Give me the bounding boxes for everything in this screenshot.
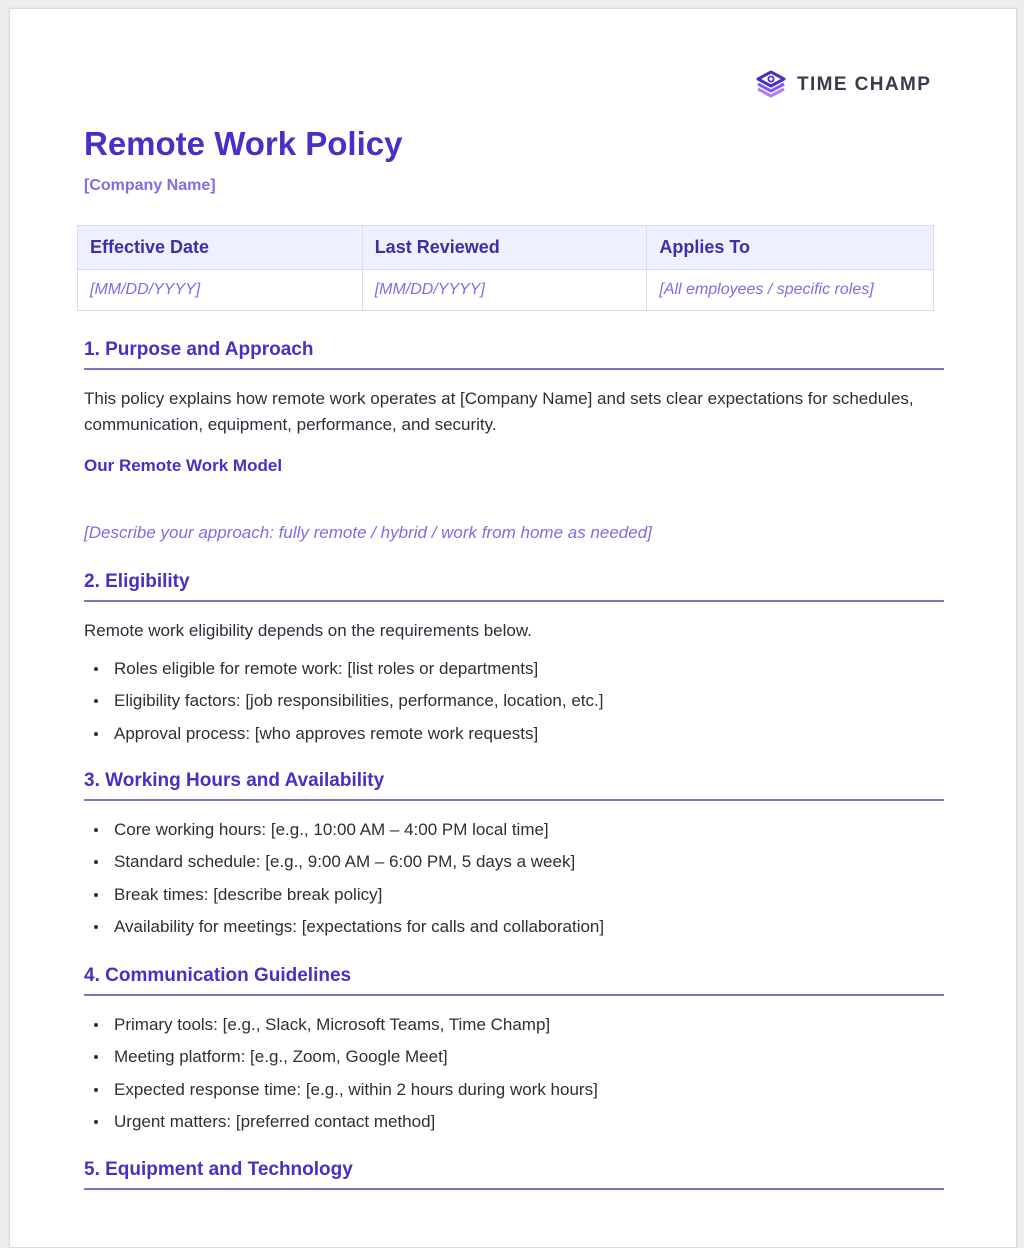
meta-header-last-reviewed: Last Reviewed: [362, 226, 647, 270]
list-item: Meeting platform: [e.g., Zoom, Google Meet]: [94, 1046, 598, 1078]
communication-list: [94, 1014, 598, 1143]
section-heading: 1. Purpose and Approach: [84, 339, 944, 370]
list-item: Urgent matters: [preferred contact method]: [94, 1111, 598, 1143]
section-paragraph: This policy explains how remote work operates at [Company Name] and sets clear expectations for schedules, communication, equipment, performance, and security.: [84, 389, 914, 434]
time-champ-logo-icon: [755, 69, 791, 101]
list-item: Standard schedule: [e.g., 9:00 AM – 6:00 PM, 5 days a week]: [94, 851, 604, 883]
section-working-hours: [84, 770, 944, 801]
section-eligibility: [84, 571, 944, 602]
list-item: Approval process: [who approves remote work requests]: [94, 723, 603, 755]
meta-header-row: [78, 226, 934, 270]
section-heading: 5. Equipment and Technology: [84, 1159, 944, 1190]
section-purpose: [84, 339, 944, 370]
list-item: Roles eligible for remote work: [list roles or departments]: [94, 658, 603, 690]
meta-header-applies-to: Applies To: [647, 226, 934, 270]
list-item: Core working hours: [e.g., 10:00 AM – 4:00 PM local time]: [94, 819, 604, 851]
list-item: Eligibility factors: [job responsibilities, performance, location, etc.]: [94, 690, 603, 722]
brand-name: TIME CHAMP: [797, 74, 932, 95]
meta-header-effective-date: Effective Date: [78, 226, 363, 270]
list-item: Availability for meetings: [expectations for calls and collaboration]: [94, 916, 604, 948]
working-hours-list: [94, 819, 604, 948]
list-item: Break times: [describe break policy]: [94, 884, 604, 916]
document-page: [9, 8, 1017, 1248]
policy-meta-table: [77, 225, 934, 311]
section-communication: [84, 965, 944, 996]
section-paragraph: Remote work eligibility depends on the requirements below.: [84, 621, 532, 640]
company-name: [Company Name]: [84, 177, 216, 194]
brand-logo: [755, 69, 931, 101]
meta-value-applies-to: [All employees / specific roles]: [647, 270, 934, 311]
section-heading: 3. Working Hours and Availability: [84, 770, 944, 801]
section-heading: 4. Communication Guidelines: [84, 965, 944, 996]
eligibility-list: [94, 658, 603, 755]
meta-value-effective-date: [MM/DD/YYYY]: [78, 270, 363, 311]
section-heading: 2. Eligibility: [84, 571, 944, 602]
meta-value-last-reviewed: [MM/DD/YYYY]: [362, 270, 647, 311]
meta-value-row: [78, 270, 934, 311]
placeholder-text: [Describe your approach: fully remote / hybrid / work from home as needed]: [84, 523, 652, 542]
subsection-heading: Our Remote Work Model: [84, 456, 283, 475]
list-item: Primary tools: [e.g., Slack, Microsoft Teams, Time Champ]: [94, 1014, 598, 1046]
page-title: Remote Work Policy: [84, 125, 403, 162]
section-equipment: [84, 1159, 944, 1190]
list-item: Expected response time: [e.g., within 2 hours during work hours]: [94, 1079, 598, 1111]
